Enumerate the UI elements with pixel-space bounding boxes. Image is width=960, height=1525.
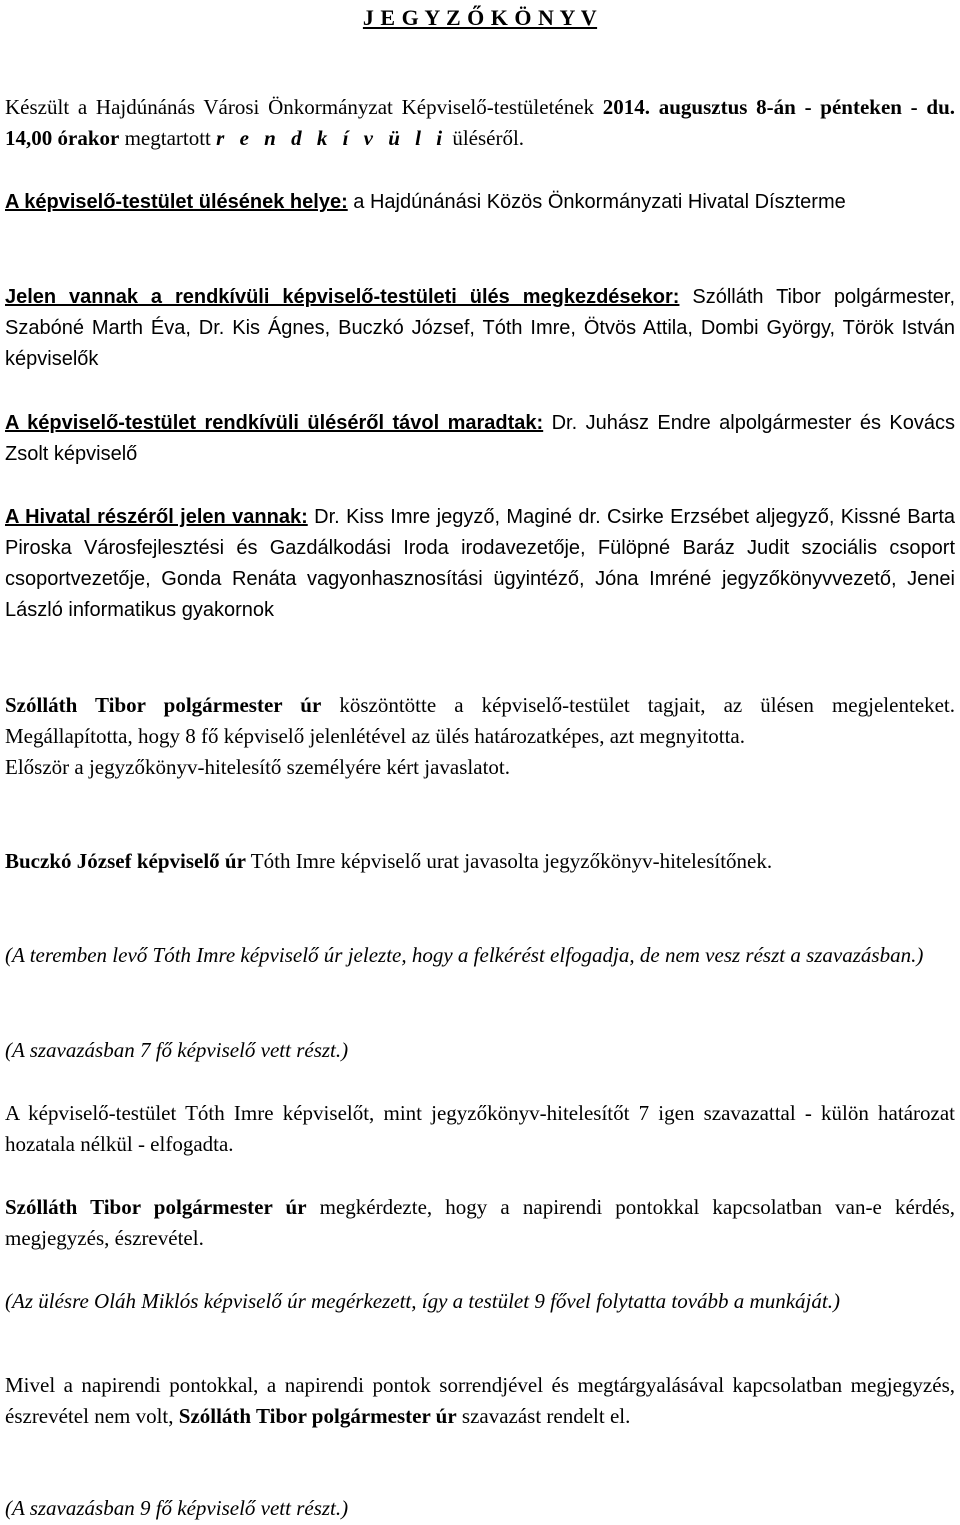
meeting-date: 2014. augusztus 8-án - pénteken - du. 14,00 órakor: [5, 95, 956, 150]
greeting-text: köszöntötte a képviselő-testület tagjait, az ülésen megjelenteket. Megállapította, hogy 8 fő képviselő jelenlétével az ülés határozatképes, azt megnyitotta.: [5, 693, 956, 748]
vote-text-2: szavazást rendelt el.: [456, 1404, 631, 1428]
proposal-text: Tóth Imre képviselő urat javasolta jegyzőkönyv-hitelesítőnek.: [245, 849, 773, 873]
note-1: (A teremben levő Tóth Imre képviselő úr jelezte, hogy a felkérést elfogadja, de nem vesz részt a szavazásban.): [5, 943, 924, 967]
intro-text: Készült a Hajdúnánás Városi Önkormányzat Képviselő-testületének: [5, 95, 603, 119]
absent-paragraph: [5, 408, 955, 470]
note-2: (A szavazásban 7 fő képviselő vett részt.): [5, 1038, 349, 1062]
proposal-speaker: Buczkó József képviselő úr: [5, 849, 246, 873]
intro-paragraph: [5, 92, 955, 154]
greeting-paragraph: [5, 690, 955, 783]
proposal-paragraph: [5, 846, 955, 877]
greeting-line2: Először a jegyzőkönyv-hitelesítő személyére kért javaslatot.: [5, 755, 510, 779]
note-3: (Az ülésre Oláh Miklós képviselő úr megérkezett, így a testület 9 fővel folytatta tovább a munkáját.): [5, 1289, 840, 1313]
question-text: megkérdezte, hogy a napirendi pontokkal kapcsolatban van-e kérdés, megjegyzés, észrevétel.: [5, 1195, 955, 1250]
intro-text-3: üléséről.: [447, 126, 525, 150]
decision-paragraph: A képviselő-testület Tóth Imre képviselőt, mint jegyzőkönyv-hitelesítőt 7 igen szavazattal - külön határozat hozatala nélkül - elfogadta.: [5, 1101, 955, 1156]
absent-label: A képviselő-testület rendkívüli üléséről távol maradtak:: [5, 412, 544, 434]
meeting-type: r e n d k í v ü l i: [216, 126, 448, 150]
note-4: (A szavazásban 9 fő képviselő vett részt.): [5, 1496, 349, 1520]
question-speaker: Szólláth Tibor polgármester úr: [5, 1195, 307, 1219]
vote-speaker: Szólláth Tibor polgármester úr: [178, 1404, 457, 1428]
location-label: A képviselő-testület ülésének helye:: [5, 191, 348, 213]
document-title: J E G Y Z Ő K Ö N Y V: [362, 5, 598, 30]
absent-value: Dr. Juhász Endre alpolgármester és Kovács Zsolt képviselő: [5, 412, 955, 465]
greeting-speaker: Szólláth Tibor polgármester úr: [5, 693, 322, 717]
question-paragraph: [5, 1192, 955, 1254]
intro-text-2: megtartott: [119, 126, 217, 150]
location-value: a Hajdúnánási Közös Önkormányzati Hivatal Díszterme: [347, 191, 846, 213]
present-label: Jelen vannak a rendkívüli képviselő-testületi ülés megkezdésekor:: [5, 286, 680, 308]
office-label: A Hivatal részéről jelen vannak:: [5, 506, 308, 528]
office-paragraph: [5, 502, 955, 626]
vote-text-1: Mivel a napirendi pontokkal, a napirendi pontok sorrendjével és megtárgyalásával kapcsolatban megjegyzés, észrevétel nem volt,: [5, 1373, 955, 1428]
present-paragraph: [5, 282, 955, 375]
vote-paragraph: [5, 1370, 955, 1432]
office-value: Dr. Kiss Imre jegyző, Maginé dr. Csirke Erzsébet aljegyző, Kissné Barta Piroska Városfejlesztési és Gazdálkodási Iroda irodavezetője, Fülöpné Baráz Judit szociális csoport csoportvezetője, Gonda Renáta vagyonhasznosítási ügyintéző, Jóna Imréné jegyzőkönyvvezető, Jenei László informatikus gyakornok: [5, 506, 956, 621]
location-paragraph: [5, 187, 955, 218]
present-value: Szólláth Tibor polgármester, Szabóné Marth Éva, Dr. Kis Ágnes, Buczkó József, Tóth Imre, Ötvös Attila, Dombi György, Török István képviselők: [5, 286, 955, 370]
